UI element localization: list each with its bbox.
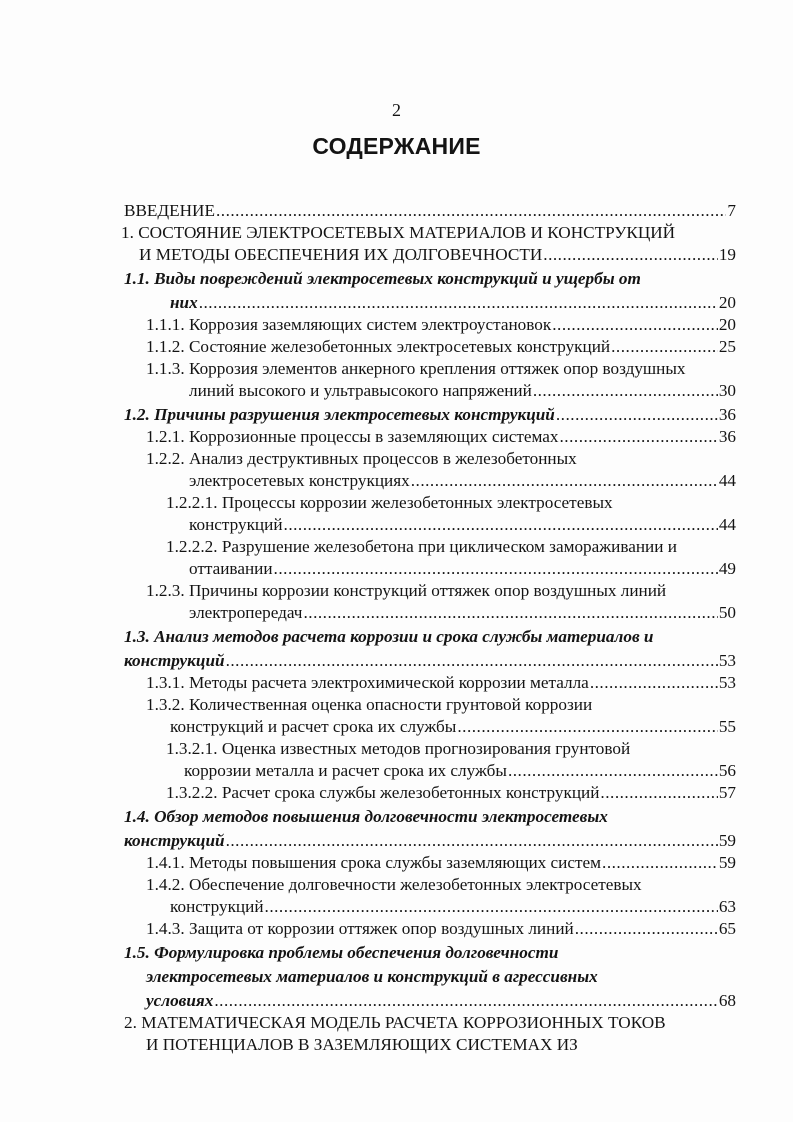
toc-entry[interactable]: И МЕТОДЫ ОБЕСПЕЧЕНИЯ ИХ ДОЛГОВЕЧНОСТИ ..... 19	[139, 244, 736, 266]
leader-dots	[216, 200, 726, 222]
toc-entry[interactable]: оттаивании ..... 49	[189, 558, 736, 580]
page-ref: 63	[718, 897, 736, 916]
leader-dots	[560, 426, 718, 448]
toc-entry[interactable]: электросетевых конструкциях ..... 44	[189, 470, 736, 492]
page-ref: 50	[718, 603, 736, 622]
leader-dots	[533, 380, 718, 402]
toc-entry[interactable]: 1.2.2. Анализ деструктивных процессов в железобетонных	[146, 449, 577, 468]
toc-entry[interactable]: конструкций ..... 44	[189, 514, 736, 536]
toc-entry[interactable]: 1.4.3. Защита от коррозии оттяжек опор воздушных линий ..... 65	[146, 918, 736, 940]
page-title: СОДЕРЖАНИЕ	[312, 133, 481, 159]
page-number: 2	[392, 100, 401, 120]
leader-dots	[552, 314, 718, 336]
page-ref: 36	[718, 405, 736, 424]
toc-entry[interactable]: конструкций ..... 63	[170, 896, 736, 918]
page-ref: 65	[718, 919, 736, 938]
leader-dots	[508, 760, 718, 782]
toc-entry[interactable]: 1.4. Обзор методов повышения долговечности электросетевых	[124, 807, 608, 826]
toc-entry[interactable]: 1.4.2. Обеспечение долговечности железобетонных электросетевых	[146, 875, 642, 894]
toc-entry[interactable]: 1.5. Формулировка проблемы обеспечения долговечности	[124, 943, 559, 962]
toc-entry[interactable]: 1.3.1. Методы расчета электрохимической коррозии металла ..... 53	[146, 672, 736, 694]
leader-dots	[543, 244, 718, 266]
leader-dots	[602, 852, 718, 874]
leader-dots	[590, 672, 718, 694]
toc-entry[interactable]: конструкций ..... 53	[124, 650, 736, 672]
page-ref: 59	[718, 853, 736, 872]
toc-entry[interactable]: 1.1. Виды повреждений электросетевых конструкций и ущербы от	[124, 269, 641, 288]
page-ref: 30	[718, 381, 736, 400]
toc-entry[interactable]: 1.3.2.2. Расчет срока службы железобетонных конструкций ..... 57	[166, 782, 736, 804]
page-ref: 44	[718, 471, 736, 490]
leader-dots	[226, 650, 718, 672]
toc-entry[interactable]: 1.3.2.1. Оценка известных методов прогнозирования грунтовой	[166, 739, 631, 758]
leader-dots	[214, 990, 717, 1012]
toc-entry[interactable]: 1. СОСТОЯНИЕ ЭЛЕКТРОСЕТЕВЫХ МАТЕРИАЛОВ И КОНСТРУКЦИЙ	[121, 223, 676, 242]
page-ref: 19	[718, 245, 736, 264]
toc-entry[interactable]: 1.3.2. Количественная оценка опасности грунтовой коррозии	[146, 695, 593, 714]
toc-entry[interactable]: 1.2.2.2. Разрушение железобетона при циклическом замораживании и	[166, 537, 677, 556]
page-ref: 20	[718, 293, 736, 312]
page-ref: 7	[727, 201, 736, 220]
page-ref: 49	[718, 559, 736, 578]
toc-entry[interactable]: 1.1.1. Коррозия заземляющих систем электроустановок ..... 20	[146, 314, 736, 336]
toc-entry[interactable]: 2. МАТЕМАТИЧЕСКАЯ МОДЕЛЬ РАСЧЕТА КОРРОЗИОННЫХ ТОКОВ	[124, 1013, 666, 1032]
toc-entry[interactable]: электропередач ..... 50	[189, 602, 736, 624]
toc-entry[interactable]: 1.2.1. Коррозионные процессы в заземляющих системах ..... 36	[146, 426, 736, 448]
leader-dots	[457, 716, 717, 738]
page-ref: 56	[718, 761, 736, 780]
leader-dots	[284, 514, 718, 536]
toc-entry[interactable]: 1.3. Анализ методов расчета коррозии и срока службы материалов и	[124, 627, 654, 646]
page-ref: 59	[718, 831, 736, 850]
page-ref: 25	[718, 337, 736, 356]
toc-entry[interactable]: 1.2.3. Причины коррозии конструкций оттяжек опор воздушных линий	[146, 581, 667, 600]
toc-entry[interactable]: 1.4.1. Методы повышения срока службы заземляющих систем ..... 59	[146, 852, 736, 874]
leader-dots	[303, 602, 717, 624]
toc-entry[interactable]: 1.2.2.1. Процессы коррозии железобетонных электросетевых	[166, 493, 613, 512]
page-ref: 53	[718, 673, 736, 692]
page-ref: 53	[718, 651, 736, 670]
leader-dots	[611, 336, 718, 358]
leader-dots	[274, 558, 718, 580]
toc-entry[interactable]: линий высокого и ультравысокого напряжений ..... 30	[189, 380, 736, 402]
toc-entry[interactable]: условиях ..... 68	[146, 990, 736, 1012]
toc-entry[interactable]: конструкций ..... 59	[124, 830, 736, 852]
page-ref: 20	[718, 315, 736, 334]
page-ref: 57	[718, 783, 736, 802]
leader-dots	[199, 292, 718, 314]
page-ref: 55	[718, 717, 736, 736]
leader-dots	[411, 470, 718, 492]
leader-dots	[265, 896, 718, 918]
leader-dots	[556, 404, 718, 426]
toc-entry[interactable]: коррозии металла и расчет срока их службы ..... 56	[184, 760, 736, 782]
toc-entry[interactable]: 1.1.2. Состояние железобетонных электросетевых конструкций ..... 25	[146, 336, 736, 358]
toc-entry[interactable]: ВВЕДЕНИЕ ..... 7	[124, 200, 736, 222]
toc-entry[interactable]: электросетевых материалов и конструкций в агрессивных	[146, 967, 598, 986]
page-ref: 68	[718, 991, 736, 1010]
page-ref: 44	[718, 515, 736, 534]
page-ref: 36	[718, 427, 736, 446]
toc-entry[interactable]: 1.2. Причины разрушения электросетевых конструкций ..... 36	[124, 404, 736, 426]
leader-dots	[226, 830, 718, 852]
toc-entry[interactable]: них ..... 20	[170, 292, 736, 314]
toc-entry[interactable]: конструкций и расчет срока их службы ..... 55	[170, 716, 736, 738]
leader-dots	[600, 782, 717, 804]
toc-entry[interactable]: И ПОТЕНЦИАЛОВ В ЗАЗЕМЛЯЮЩИХ СИСТЕМАХ ИЗ	[146, 1035, 578, 1054]
toc-entry[interactable]: 1.1.3. Коррозия элементов анкерного крепления оттяжек опор воздушных	[146, 359, 686, 378]
leader-dots	[575, 918, 718, 940]
